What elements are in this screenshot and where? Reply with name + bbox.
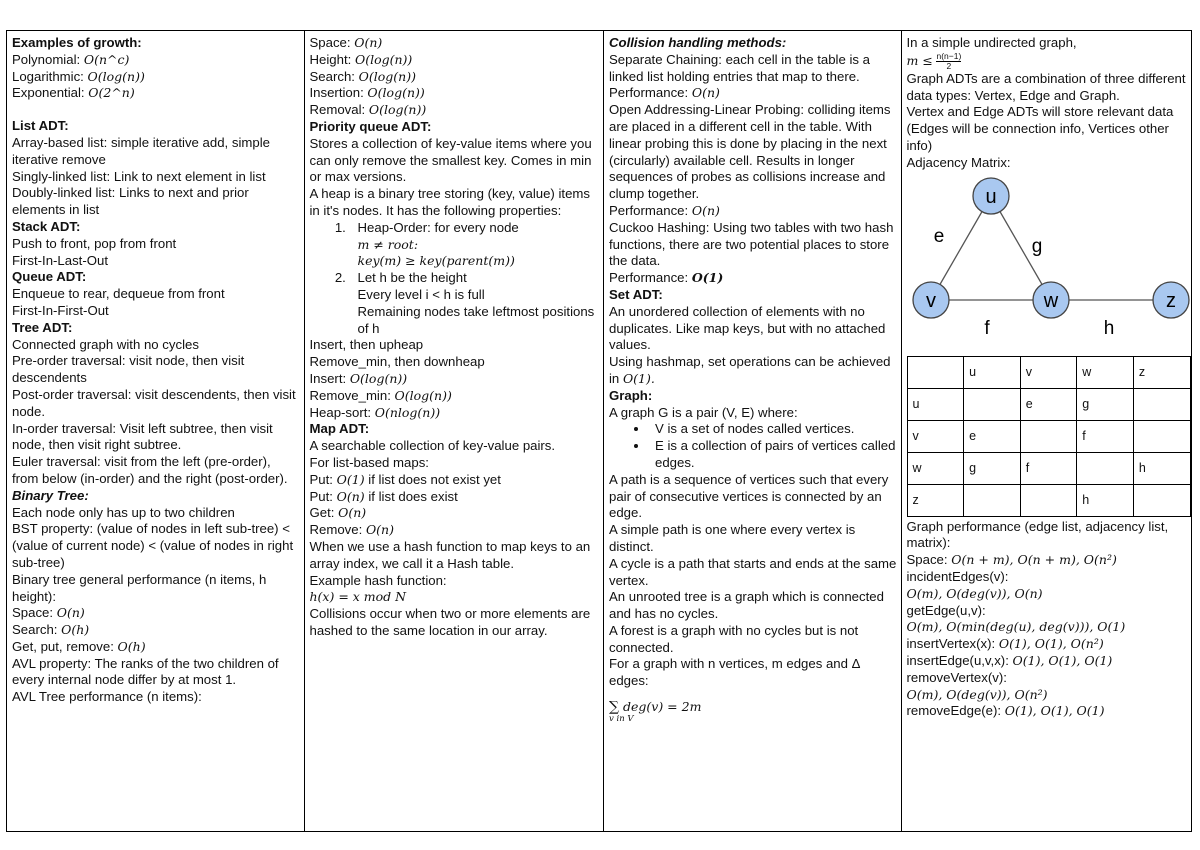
column-4 xyxy=(902,31,1192,831)
matrix-cell xyxy=(1020,484,1077,516)
cuckoo-perf: Performance: O(1) xyxy=(609,270,724,286)
matrix-cell xyxy=(1133,420,1190,452)
heap-remove-downheap: Remove_min, then downheap xyxy=(309,354,485,370)
queue-fifo: First-In-First-Out xyxy=(12,302,109,318)
hash-table-description: When we use a hash function to map keys to an array index, we call it a Hash table. xyxy=(309,538,591,571)
matrix-cell xyxy=(1077,452,1134,484)
growth-title: Examples of growth: xyxy=(12,35,142,50)
matrix-row-z xyxy=(907,484,1190,516)
collision-description: Collisions occur when two or more elements are hashed to the same location in our array. xyxy=(309,606,591,638)
separate-chaining: Separate Chaining: each cell in the table is a linked list holding entries that map to there. Performance: O(n) xyxy=(609,51,870,101)
linear-probing: Open Addressing-Linear Probing: colliding items are placed in a different cell in the table. With linear probing this is done by placing in the next (circularly) available cell. Results in longer sequences of probes as collisions increase and clump together. xyxy=(609,102,891,202)
matrix-row-v xyxy=(907,420,1190,452)
cheat-sheet xyxy=(6,30,1192,832)
graph-unrooted-tree: An unrooted tree is a graph which is connected and has no cycles. xyxy=(609,589,884,622)
svg-text:u: u xyxy=(984,185,997,208)
node-w xyxy=(1033,282,1069,318)
map-put-new: Put: O(1) if list does not exist yet xyxy=(309,471,501,487)
undirected-graph-bound: m ≤ $\frac{n(n-1)}{2}$ xyxy=(906,50,962,71)
growth-exponential: Exponential: O(2^n) xyxy=(12,85,135,101)
cuckoo-hashing: Cuckoo Hashing: Using two tables with two hash functions, there are two potential places to store the data. xyxy=(609,219,894,269)
vertex-edge-adt: Vertex and Edge ADTs will store relevant data (Edges will be connection info, Vertices other info) xyxy=(906,104,1174,153)
node-z xyxy=(1153,282,1189,318)
svg-text:v: v xyxy=(925,289,936,312)
set-description: An unordered collection of elements with no duplicates. Like map keys, but with no attached values. xyxy=(609,303,886,353)
insert-vertex-perf: insertVertex(x): O(1), O(1), O(n²) xyxy=(906,636,1104,652)
matrix-cell: g xyxy=(964,452,1021,484)
matrix-header-row xyxy=(907,356,1190,388)
column-3 xyxy=(604,31,902,831)
map-list-based: For list-based maps: xyxy=(309,454,429,470)
tree-inorder: In-order traversal: Visit left subtree, then visit node, then visit right subtree. xyxy=(12,420,273,453)
incident-edges-perf: O(m), O(deg(v)), O(n) xyxy=(906,585,1043,601)
avl-height: Height: O(log(n)) xyxy=(309,51,413,67)
bt-performance: Binary tree general performance (n items, h height): xyxy=(12,571,267,604)
set-adt-title: Set ADT: xyxy=(609,286,663,302)
matrix-cell: z xyxy=(1133,356,1190,388)
map-get: Get: O(n) xyxy=(309,505,367,521)
priority-queue-title: Priority queue ADT: xyxy=(309,118,432,134)
avl-removal: Removal: O(log(n)) xyxy=(309,102,427,118)
svg-text:w: w xyxy=(1043,289,1058,312)
stack-filo: First-In-Last-Out xyxy=(12,252,108,268)
tree-adt-title: Tree ADT: xyxy=(12,319,73,335)
bt-children: Each node only has up to two children xyxy=(12,504,235,520)
list-array-based: Array-based list: simple iterative add, simple iterative remove xyxy=(12,134,270,167)
matrix-cell: u xyxy=(964,356,1021,388)
stack-push-pop: Push to front, pop from front xyxy=(12,235,177,251)
pq-heap-description: A heap is a binary tree storing (key, value) items in it's nodes. It has the following properties: xyxy=(309,186,590,218)
matrix-cell: v xyxy=(907,420,964,452)
list-adt-title: List ADT: xyxy=(12,118,69,134)
avl-space: Space: O(n) xyxy=(309,35,383,50)
matrix-cell: f xyxy=(1020,452,1077,484)
graph-title: Graph: xyxy=(609,387,653,403)
matrix-row-w xyxy=(907,452,1190,484)
edge-label-e: e xyxy=(933,225,944,247)
node-u xyxy=(973,178,1009,214)
set-hashmap: Using hashmap, set operations can be achieved in O(1). xyxy=(609,354,891,386)
matrix-cell: w xyxy=(1077,356,1134,388)
matrix-cell: z xyxy=(907,484,964,516)
insert-edge-perf: insertEdge(u,v,x): O(1), O(1), O(1) xyxy=(906,652,1113,668)
tree-definition: Connected graph with no cycles xyxy=(12,336,199,352)
heap-remove-perf: Remove_min: O(log(n)) xyxy=(309,387,452,403)
heap-sort-perf: Heap-sort: O(nlog(n)) xyxy=(309,404,441,420)
tree-preorder: Pre-order traversal: visit node, then visit descendents xyxy=(12,353,245,386)
bt-space: Space: O(n) xyxy=(12,605,85,621)
map-description: A searchable collection of key-value pairs. xyxy=(309,438,556,454)
incident-edges-label: incidentEdges(v): xyxy=(906,568,1009,584)
queue-adt-title: Queue ADT: xyxy=(12,269,87,285)
adjacency-matrix-label: Adjacency Matrix: xyxy=(906,154,1011,170)
matrix-cell xyxy=(907,356,964,388)
growth-logarithmic: Logarithmic: O(log(n)) xyxy=(12,68,145,84)
matrix-cell xyxy=(1133,484,1190,516)
graph-definition-list xyxy=(609,421,897,471)
graph-degree-intro: For a graph with n vertices, m edges and Δ edges: xyxy=(609,656,860,689)
column-1 xyxy=(7,31,305,831)
avl-insertion: Insertion: O(log(n)) xyxy=(309,85,425,101)
edge-label-g: g xyxy=(1031,235,1042,257)
matrix-cell xyxy=(964,484,1021,516)
svg-text:z: z xyxy=(1165,289,1176,312)
list-singly-linked: Singly-linked list: Link to next element in list xyxy=(12,168,266,184)
bt-bst-property: BST property: (value of nodes in left sub-tree) < (value of current node) < (value of nodes in right sub-tree) xyxy=(12,521,294,570)
matrix-cell: e xyxy=(1020,388,1077,420)
matrix-cell: h xyxy=(1133,452,1190,484)
graph-forest: A forest is a graph with no cycles but is not connected. xyxy=(609,622,859,655)
stack-adt-title: Stack ADT: xyxy=(12,218,81,234)
pq-description: Stores a collection of key-value items where you can only remove the smallest key. Comes in min or max versions. xyxy=(309,135,592,185)
bt-get-put-remove: Get, put, remove: O(h) xyxy=(12,638,146,654)
matrix-cell: u xyxy=(907,388,964,420)
heap-property-order: 1. Heap-Order: for every node m ≠ root: key(m) ≥ key(parent(m)) xyxy=(350,220,600,270)
collision-methods-title: Collision handling methods: xyxy=(609,35,787,50)
matrix-cell: h xyxy=(1077,484,1134,516)
degree-sum-formula: ∑ deg(v) = 2m v in V xyxy=(609,699,702,725)
matrix-cell xyxy=(964,388,1021,420)
remove-vertex-perf: O(m), O(deg(v)), O(n²) xyxy=(906,686,1048,702)
graph-definition: A graph G is a pair (V, E) where: xyxy=(609,404,798,420)
graph-path: A path is a sequence of vertices such that every pair of consecutive vertices is connected by an edge. xyxy=(609,471,889,521)
heap-properties-list xyxy=(310,220,600,338)
matrix-cell: v xyxy=(1020,356,1077,388)
matrix-cell: g xyxy=(1077,388,1134,420)
matrix-cell: e xyxy=(964,420,1021,452)
matrix-cell xyxy=(1133,388,1190,420)
edge-label-h: h xyxy=(1103,317,1114,339)
matrix-cell: f xyxy=(1077,420,1134,452)
graph-vertices-bullet: • V is a set of nodes called vertices. xyxy=(649,421,897,438)
map-remove: Remove: O(n) xyxy=(309,522,394,538)
hash-function-formula: h(x) = x mod N xyxy=(309,589,407,605)
get-edge-perf: O(m), O(min(deg(u), deg(v))), O(1) xyxy=(906,619,1126,635)
adjacency-matrix-table xyxy=(907,356,1191,517)
matrix-row-u xyxy=(907,388,1190,420)
heap-insert-upheap: Insert, then upheap xyxy=(309,337,424,353)
graph-cycle: A cycle is a path that starts and ends at the same vertex. xyxy=(609,555,897,588)
matrix-cell xyxy=(1020,420,1077,452)
queue-enqueue: Enqueue to rear, dequeue from front xyxy=(12,286,225,302)
growth-polynomial: Polynomial: O(n^c) xyxy=(12,51,130,67)
hash-function-example: Example hash function: xyxy=(309,572,447,588)
matrix-cell: w xyxy=(907,452,964,484)
column-2 xyxy=(305,31,605,831)
remove-edge-perf: removeEdge(e): O(1), O(1), O(1) xyxy=(906,703,1105,719)
map-adt-title: Map ADT: xyxy=(309,421,370,437)
map-put-existing: Put: O(n) if list does exist xyxy=(309,488,458,504)
example-graph-diagram xyxy=(907,172,1191,348)
undirected-graph-text: In a simple undirected graph, xyxy=(906,35,1077,50)
remove-vertex-label: removeVertex(v): xyxy=(906,669,1007,685)
graph-space-perf: Space: O(n + m), O(n + m), O(n²) xyxy=(906,552,1117,568)
graph-edges-bullet: • E is a collection of pairs of vertices called edges. xyxy=(649,438,897,472)
heap-property-height: 2. Let h be the height Every level i < h is full Remaining nodes take leftmost positions of h xyxy=(350,270,600,337)
bt-avl-performance: AVL Tree performance (n items): xyxy=(12,689,202,705)
list-doubly-linked: Doubly-linked list: Links to next and prior elements in list xyxy=(12,185,249,218)
graph-performance-title: Graph performance (edge list, adjacency list, matrix): xyxy=(906,518,1169,551)
avl-search: Search: O(log(n)) xyxy=(309,68,416,84)
graph-adt-combination: Graph ADTs are a combination of three different data types: Vertex, Edge and Graph. xyxy=(906,70,1186,103)
graph-simple-path: A simple path is one where every vertex is distinct. xyxy=(609,522,856,554)
heap-insert-perf: Insert: O(log(n)) xyxy=(309,370,408,386)
bt-search: Search: O(h) xyxy=(12,622,90,638)
get-edge-label: getEdge(u,v): xyxy=(906,602,986,618)
tree-postorder: Post-order traversal: visit descendents, then visit node. xyxy=(12,386,296,419)
linear-probing-perf: Performance: O(n) xyxy=(609,202,720,218)
bt-avl-property: AVL property: The ranks of the two children of every internal node differ by at most 1. xyxy=(12,655,279,688)
edge-label-f: f xyxy=(983,317,990,339)
tree-euler: Euler traversal: visit from the left (pre-order), from below (in-order) and the right (post-order). xyxy=(12,454,288,486)
binary-tree-title: Binary Tree: xyxy=(12,487,89,503)
node-v xyxy=(913,282,949,318)
